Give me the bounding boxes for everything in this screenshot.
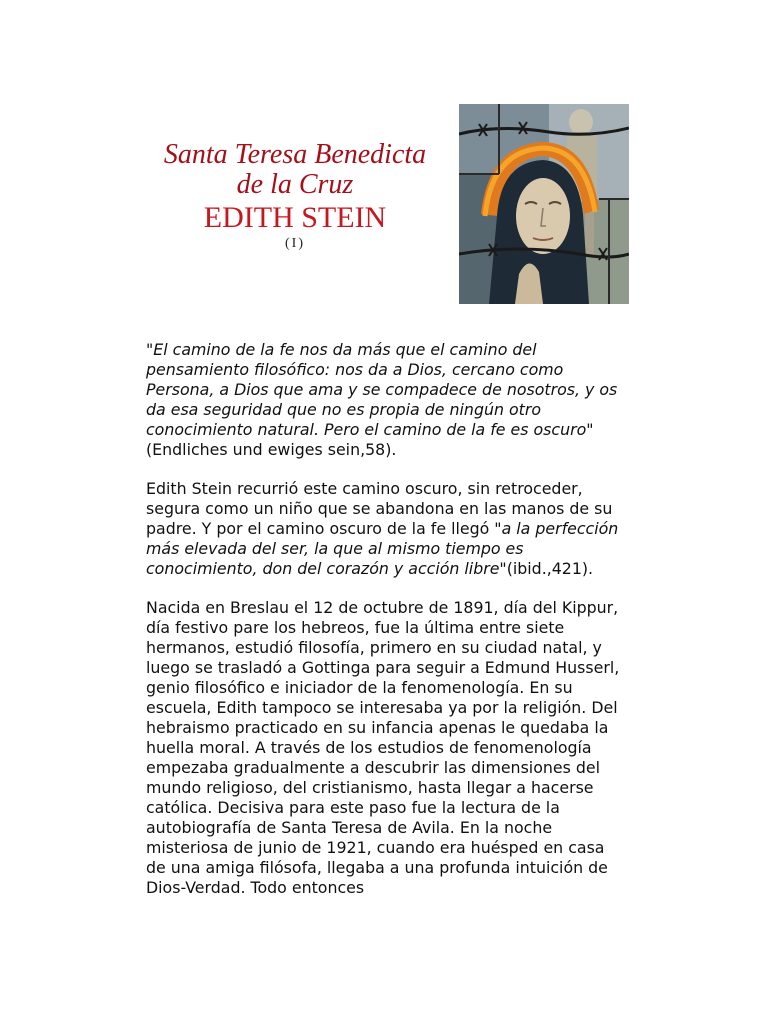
stained-glass-window-icon (459, 104, 629, 304)
paragraph-1-reference: (Endliches und ewiges sein,58). (146, 440, 397, 459)
title-name: EDITH STEIN (203, 201, 387, 234)
title-line-2: de la Cruz (236, 169, 354, 200)
title-line-1: Santa Teresa Benedicta (163, 139, 427, 170)
body-text (146, 340, 626, 898)
paragraph-1-quote: "El camino de la fe nos da más que el camino del pensamiento filosófico: nos da a Dios, cercano como Persona, a Dios que ama y se compadece de nosotros, y os da esa seguridad que no es propia de ningún otro conocimiento natural. Pero el camino de la fe es oscuro" (146, 340, 618, 439)
paragraph-2-text: Edith Stein recurrió este camino oscuro, sin retroceder, segura como un niño que se abandona en las manos de su padre. Y por el camino oscuro de la fe llegó (146, 479, 613, 538)
paragraph-1 (146, 340, 626, 460)
title-block (130, 140, 460, 252)
title-part-number: (I) (285, 236, 305, 251)
paragraph-2 (146, 479, 626, 579)
paragraph-2-quote: "a la perfección más elevada del ser, la que al mismo tiempo es conocimiento, don del corazón y acción libre" (146, 519, 619, 578)
paragraph-2-reference: (ibid.,421). (506, 559, 594, 578)
paragraph-3: Nacida en Breslau el 12 de octubre de 1891, día del Kippur, día festivo pare los hebreos, fue la última entre siete hermanos, estudió filosofía, primero en su ciudad natal, y luego se trasladó a Gottinga para seguir a Edmund Husserl, genio filosófico e iniciador de la fenomenología. En su escuela, Edith tampoco se interesaba ya por la religión. Del hebraismo practicado en su infancia apenas le quedaba la huella moral. A través de los estudios de fenomenología empezaba gradualmente a descubrir las dimensiones del mundo religioso, del cristianismo, hasta llegar a hacerse católica. Decisiva para este paso fue la lectura de la autobiografía de Santa Teresa de Avila. En la noche misteriosa de junio de 1921, cuando era huésped en casa de una amiga filósofa, llegaba a una profunda intuición de Dios-Verdad. Todo entonces (146, 598, 620, 897)
